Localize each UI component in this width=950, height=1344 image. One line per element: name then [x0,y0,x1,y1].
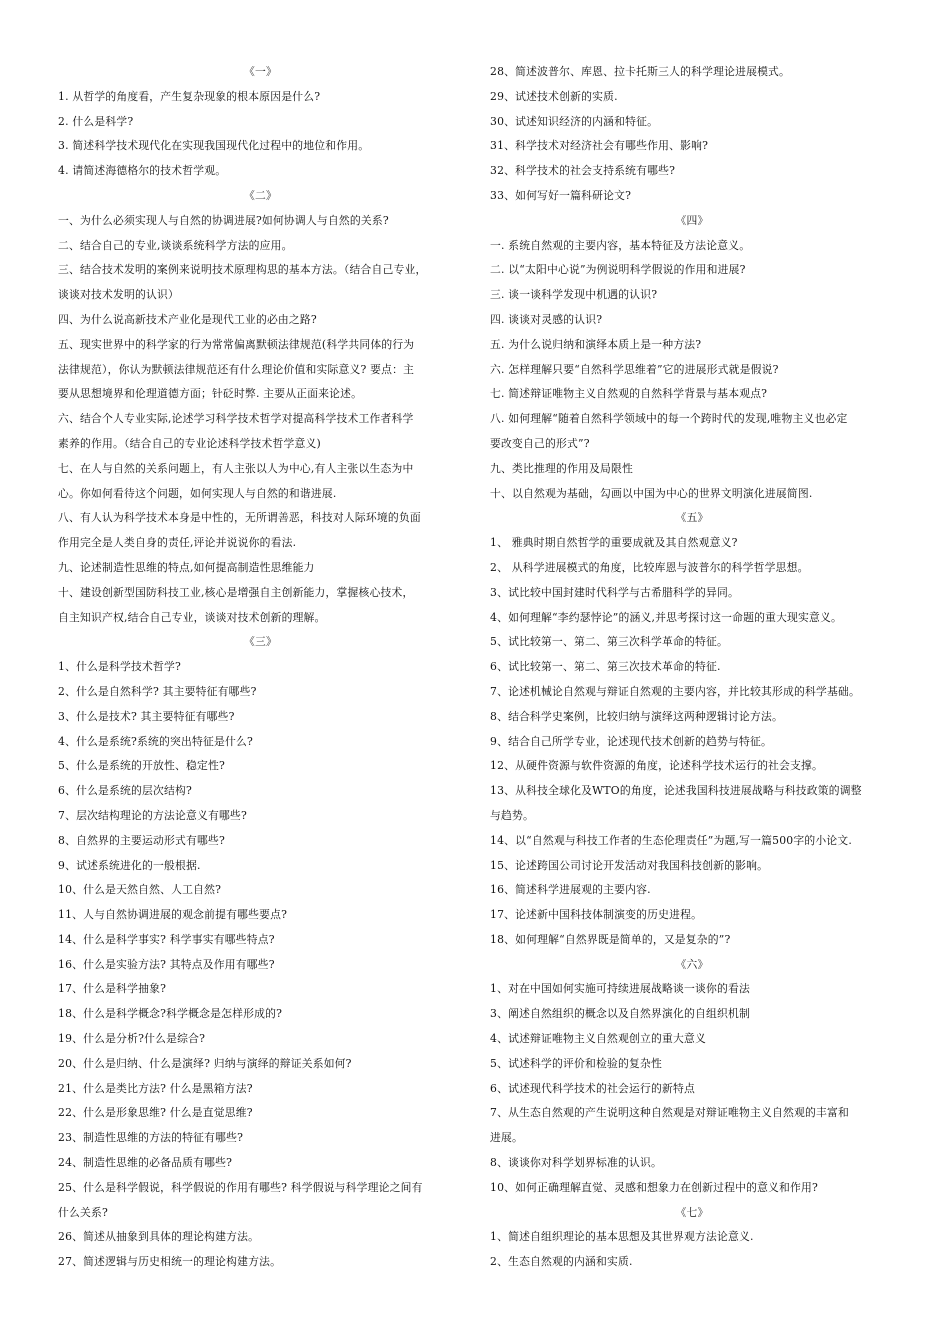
question-line: 3、什么是技术? 其主要特征有哪些? [58,709,235,723]
question-line: 作用完全是人类自身的责任,评论并说说你的看法. [58,536,297,550]
question-line: 九、类比推理的作用及局限性 [490,461,633,475]
question-line: 27、简述逻辑与历史相统一的理论构建方法。 [58,1255,282,1269]
left-column [58,60,463,1344]
question-line: 9、试述系统进化的一般根据. [58,858,201,872]
question-line: 9、结合自己所学专业，论述现代技术创新的趋势与特征。 [490,734,772,748]
question-line: 2. 什么是科学? [58,114,134,128]
question-line: 33、如何写好一篇科研论文? [490,188,632,202]
question-line: 18、什么是科学概念?科学概念是怎样形成的? [58,1007,283,1021]
question-line: 2、 从科学进展模式的角度，比较库恩与波普尔的科学哲学思想。 [490,560,809,574]
question-line: 11、人与自然协调进展的观念前提有哪些要点? [58,908,288,922]
question-line: 17、什么是科学抽象? [58,982,167,996]
question-line: 26、简述从抽象到具体的理论构建方法。 [58,1230,260,1244]
question-line: 五. 为什么说归纳和演绎本质上是一种方法? [490,337,702,351]
question-line: 四、为什么说高新技术产业化是现代工业的必由之路? [58,312,317,326]
question-line: 8、谈谈你对科学划界标准的认识。 [490,1156,663,1170]
question-line: 1、 雅典时期自然哲学的重要成就及其自然观意义? [490,536,738,550]
question-line: 4、什么是系统?系统的突出特征是什么? [58,734,253,748]
question-line: 自主知识产权,结合自己专业，谈谈对技术创新的理解。 [58,610,326,624]
question-line: 四. 谈谈对灵感的认识? [490,312,603,326]
question-line: 16、什么是实验方法? 其特点及作用有哪些? [58,957,275,971]
question-line: 32、科学技术的社会支持系统有哪些? [490,164,676,178]
section-heading: 《五》 [675,511,709,525]
question-line: 7、从生态自然观的产生说明这种自然观是对辩证唯物主义自然观的丰富和 [490,1106,849,1120]
question-line: 十、以自然观为基础，勾画以中国为中心的世界文明演化进展简图. [490,486,813,500]
question-line: 28、简述波普尔、库恩、拉卡托斯三人的科学理论进展模式。 [490,65,791,78]
question-line: 12、从硬件资源与软件资源的角度，论述科学技术运行的社会支撑。 [490,759,824,773]
question-line: 4、如何理解“李约瑟悖论”的涵义,并思考探讨这一命题的重大现实意义。 [490,610,843,624]
question-line: 8、结合科学史案例，比较归纳与演绎这两种逻辑讨论方法。 [490,709,783,723]
question-line: 与趋势。 [490,808,534,822]
question-line: 七、在人与自然的关系问题上，有人主张以人为中心,有人主张以生态为中 [58,461,414,475]
question-line: 3、阐述自然组织的概念以及自然界演化的自组织机制 [490,1007,750,1021]
question-line: 21、什么是类比方法? 什么是黑箱方法? [58,1081,253,1095]
question-line: 22、什么是形象思维? 什么是直觉思维? [58,1106,253,1120]
question-line: 6、试述现代科学技术的社会运行的新特点 [490,1081,696,1095]
question-line: 十、建设创新型国防科技工业,核心是增强自主创新能力，掌握核心技术， [58,585,414,599]
question-line: 25、什么是科学假说，科学假说的作用有哪些? 科学假说与科学理论之间有 [58,1180,423,1194]
question-line: 要从思想境界和伦理道德方面；针砭时弊. 主要从正面来论述。 [58,387,363,401]
question-line: 8、自然界的主要运动形式有哪些? [58,833,226,847]
question-line: 20、什么是归纳、什么是演绎? 归纳与演绎的辩证关系如何? [58,1056,352,1070]
question-line: 八. 如何理解“随着自然科学领域中的每一个跨时代的发现,唯物主义也必定 [490,412,848,426]
question-line: 一、为什么必须实现人与自然的协调进展?如何协调人与自然的关系? [58,213,389,227]
question-line: 二. 以“太阳中心说”为例说明科学假说的作用和进展? [490,263,746,277]
question-line: 1、对在中国如何实施可持续进展战略谈一谈你的看法 [490,982,750,996]
question-line: 18、如何理解“自然界既是简单的，又是复杂的”? [490,932,731,946]
question-line: 15、论述跨国公司讨论开发活动对我国科技创新的影响。 [490,858,769,872]
question-line: 进展。 [490,1131,523,1145]
section-heading: 《一》 [244,65,277,78]
question-line: 七. 简述辩证唯物主义自然观的自然科学背景与基本观点? [490,387,768,401]
question-line: 7、层次结构理论的方法论意义有哪些? [58,808,248,822]
question-line: 29、试述技术创新的实质. [490,89,618,103]
question-line: 14、什么是科学事实? 科学事实有哪些特点? [58,932,275,946]
question-line: 24、制造性思维的必备品质有哪些? [58,1156,233,1170]
question-line: 一. 系统自然观的主要内容，基本特征及方法论意义。 [490,238,751,252]
question-line: 31、科学技术对经济社会有哪些作用、影响? [490,139,709,153]
question-line: 三、结合技术发明的案例来说明技术原理构思的基本方法。（结合自己专业， [58,263,427,277]
question-line: 1、简述自组织理论的基本思想及其世界观方法论意义. [490,1230,754,1244]
question-line: 19、什么是分析?什么是综合? [58,1032,206,1046]
question-line: 三. 谈一谈科学发现中机遇的认识? [490,288,658,302]
question-line: 5、什么是系统的开放性、稳定性? [58,759,226,773]
question-line: 13、从科技全球化及WTO的角度，论述我国科技进展战略与科技政策的调整 [490,784,862,798]
right-column [490,60,894,1344]
question-line: 10、什么是天然自然、人工自然? [58,883,222,897]
question-line: 30、试述知识经济的内涵和特征。 [490,114,659,128]
question-line: 7、论述机械论自然观与辩证自然观的主要内容，并比较其形成的科学基础。 [490,684,860,698]
question-line: 3. 简述科学技术现代化在实现我国现代化过程中的地位和作用。 [58,139,370,153]
question-line: 九、论述制造性思维的特点,如何提高制造性思维能力 [58,560,315,574]
question-line: 14、以“自然观与科技工作者的生态伦理责任”为题,写一篇500字的小论文. [490,833,852,847]
question-line: 二、结合自己的专业,谈谈系统科学方法的应用。 [58,238,293,252]
question-line: 17、论述新中国科技体制演变的历史进程。 [490,908,703,922]
question-line: 5、试比较第一、第二、第三次科学革命的特征。 [490,635,729,649]
question-line: 八、有人认为科学技术本身是中性的，无所谓善恶，科技对人际环境的负面 [58,511,421,525]
question-line: 什么关系? [58,1205,108,1219]
section-heading: 《六》 [675,957,709,971]
question-line: 3、试比较中国封建时代科学与古希腊科学的异同。 [490,585,739,599]
question-line: 心。你如何看待这个问题，如何实现人与自然的和谐进展. [58,486,337,500]
question-line: 1. 从哲学的角度看，产生复杂现象的根本原因是什么? [58,89,321,103]
section-heading: 《四》 [675,213,709,227]
question-line: 6、试比较第一、第二、第三次技术革命的特征. [490,660,721,674]
question-line: 法律规范），你认为默顿法律规范还有什么理论价值和实际意义? 要点：主 [58,362,415,376]
section-heading: 《二》 [244,188,277,202]
section-heading: 《七》 [675,1205,709,1219]
question-line: 五、现实世界中的科学家的行为常常偏离默顿法律规范(科学共同体的行为 [58,337,415,351]
question-line: 六. 怎样理解只要“自然科学思维着”它的进展形式就是假说? [490,362,779,376]
question-line: 2、生态自然观的内涵和实质. [490,1255,633,1269]
question-line: 23、制造性思维的方法的特征有哪些? [58,1131,244,1145]
question-line: 六、结合个人专业实际,论述学习科学技术哲学对提高科学技术工作者科学 [58,412,414,426]
question-line: 1、什么是科学技术哲学? [58,660,182,674]
question-line: 素养的作用。（结合自己的专业论述科学技术哲学意义) [58,436,321,450]
section-heading: 《三》 [244,635,277,649]
question-line: 5、试述科学的评价和检验的复杂性 [490,1056,663,1070]
question-line: 谈谈对技术发明的认识） [58,288,179,302]
question-line: 4、试述辩证唯物主义自然观创立的重大意义 [490,1032,707,1046]
question-line: 要改变自己的形式”? [490,436,590,450]
question-line: 4. 请简述海德格尔的技术哲学观。 [58,164,227,178]
question-line: 10、如何正确理解直觉、灵感和想象力在创新过程中的意义和作用? [490,1180,819,1194]
question-line: 6、什么是系统的层次结构? [58,784,193,798]
question-line: 2、什么是自然科学? 其主要特征有哪些? [58,684,257,698]
question-line: 16、简述科学进展观的主要内容. [490,883,651,897]
